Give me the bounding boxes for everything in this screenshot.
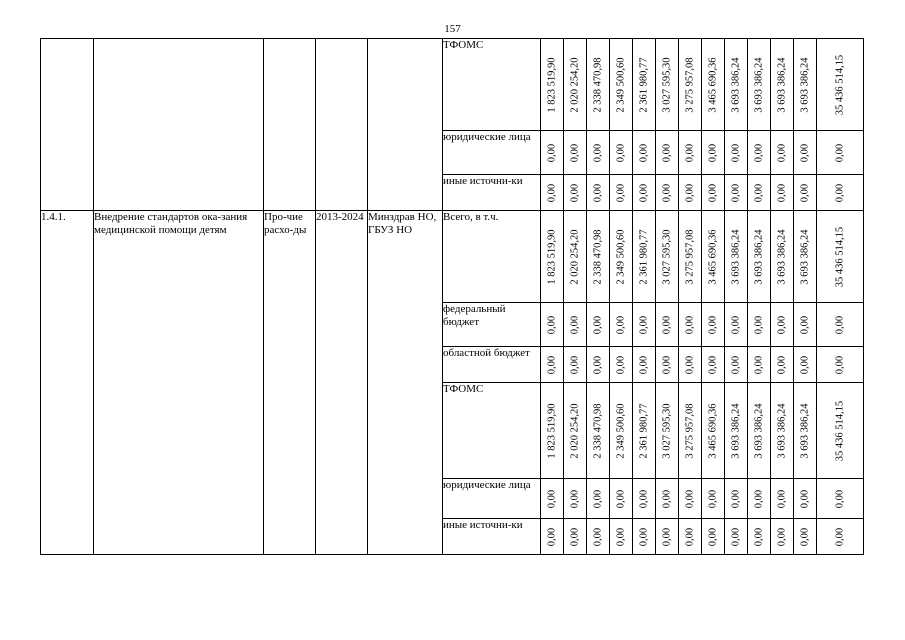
- value-text: 0,00: [684, 315, 696, 334]
- value-cell: [725, 303, 748, 347]
- value-text: 0,00: [684, 143, 696, 162]
- value-text: 35 436 514,15: [834, 54, 846, 115]
- value-text: 3 465 690,36: [707, 56, 719, 113]
- value-text: 0,00: [707, 527, 719, 546]
- value-cell: [702, 479, 725, 519]
- value-cell: [610, 131, 633, 175]
- page-number: 157: [444, 23, 461, 35]
- value-text: 2 349 500,60: [615, 228, 627, 285]
- value-cell: [748, 519, 771, 555]
- value-text: 3 693 386,24: [753, 228, 765, 285]
- value-text: 0,00: [834, 489, 846, 508]
- value-cell: [679, 347, 702, 383]
- value-text: 3 693 386,24: [776, 56, 788, 113]
- value-cell: [633, 211, 656, 303]
- value-cell: [771, 211, 794, 303]
- funding-source: ТФОМС: [443, 383, 541, 479]
- value-cell: [725, 479, 748, 519]
- value-cell: [794, 211, 817, 303]
- value-text: 35 436 514,15: [834, 226, 846, 287]
- value-text: 1 823 519,90: [546, 56, 558, 113]
- value-cell: [633, 131, 656, 175]
- value-cell: [541, 347, 564, 383]
- value-cell: [748, 39, 771, 131]
- value-text: 0,00: [592, 315, 604, 334]
- table-row: [41, 211, 864, 303]
- value-text: 0,00: [799, 355, 811, 374]
- value-text: 0,00: [546, 315, 558, 334]
- value-cell: [633, 39, 656, 131]
- value-cell: [794, 519, 817, 555]
- value-text: 0,00: [776, 183, 788, 202]
- value-cell: [679, 211, 702, 303]
- value-cell: [610, 39, 633, 131]
- value-cell: [725, 211, 748, 303]
- value-text: 3 693 386,24: [776, 402, 788, 459]
- value-text: 0,00: [638, 315, 650, 334]
- value-text: 3 275 957,08: [684, 56, 696, 113]
- value-cell: [725, 347, 748, 383]
- value-text: 2 361 980,77: [638, 56, 650, 113]
- value-cell: [771, 347, 794, 383]
- value-cell: [541, 479, 564, 519]
- value-text: 0,00: [730, 355, 742, 374]
- value-cell: [794, 303, 817, 347]
- value-cell: [564, 519, 587, 555]
- value-cell: [771, 519, 794, 555]
- value-cell: [633, 479, 656, 519]
- value-text: 3 693 386,24: [730, 56, 742, 113]
- value-cell: [794, 479, 817, 519]
- value-cell: [656, 131, 679, 175]
- value-cell: [748, 131, 771, 175]
- value-cell: [564, 39, 587, 131]
- value-text: 0,00: [615, 527, 627, 546]
- funding-source: Всего, в т.ч.: [443, 211, 541, 303]
- value-text: 0,00: [834, 355, 846, 374]
- value-text: 0,00: [834, 527, 846, 546]
- value-cell: [817, 383, 864, 479]
- value-cell: [541, 131, 564, 175]
- value-cell: [702, 519, 725, 555]
- value-text: 0,00: [661, 143, 673, 162]
- value-text: 0,00: [638, 489, 650, 508]
- value-text: 0,00: [799, 489, 811, 508]
- value-text: 0,00: [638, 143, 650, 162]
- value-text: 0,00: [730, 489, 742, 508]
- funding-source: областной бюджет: [443, 347, 541, 383]
- value-cell: [725, 39, 748, 131]
- value-text: 0,00: [707, 355, 719, 374]
- value-text: 2 338 470,98: [592, 228, 604, 285]
- cont-period-cell: [316, 39, 368, 211]
- value-cell: [702, 131, 725, 175]
- value-cell: [725, 175, 748, 211]
- value-cell: [702, 383, 725, 479]
- value-cell: [679, 39, 702, 131]
- value-text: 3 693 386,24: [799, 402, 811, 459]
- value-cell: [817, 211, 864, 303]
- value-text: 2 338 470,98: [592, 402, 604, 459]
- value-cell: [564, 303, 587, 347]
- value-cell: [610, 303, 633, 347]
- value-cell: [679, 519, 702, 555]
- value-text: 0,00: [730, 183, 742, 202]
- value-text: 3 275 957,08: [684, 228, 696, 285]
- value-cell: [725, 383, 748, 479]
- item-period: 2013-2024: [316, 211, 368, 555]
- value-text: 3 465 690,36: [707, 402, 719, 459]
- value-text: 0,00: [707, 315, 719, 334]
- value-cell: [794, 347, 817, 383]
- table-row: [41, 39, 864, 131]
- value-cell: [564, 347, 587, 383]
- value-text: 0,00: [615, 315, 627, 334]
- value-cell: [817, 175, 864, 211]
- value-text: 0,00: [615, 489, 627, 508]
- value-cell: [794, 175, 817, 211]
- value-text: 0,00: [834, 315, 846, 334]
- value-cell: [817, 39, 864, 131]
- value-cell: [656, 175, 679, 211]
- value-text: 0,00: [753, 183, 765, 202]
- item-name: Внедрение стандартов ока-зания медицинской помощи детям: [94, 211, 264, 555]
- value-text: 0,00: [592, 183, 604, 202]
- value-cell: [656, 519, 679, 555]
- value-cell: [725, 131, 748, 175]
- value-text: 2 338 470,98: [592, 56, 604, 113]
- value-text: 3 693 386,24: [753, 402, 765, 459]
- value-text: 0,00: [546, 183, 558, 202]
- value-cell: [633, 519, 656, 555]
- funding-source: федеральный бюджет: [443, 303, 541, 347]
- value-cell: [771, 303, 794, 347]
- value-text: 0,00: [615, 183, 627, 202]
- value-cell: [748, 479, 771, 519]
- value-text: 0,00: [730, 315, 742, 334]
- value-text: 0,00: [799, 143, 811, 162]
- value-cell: [679, 479, 702, 519]
- value-cell: [564, 211, 587, 303]
- value-text: 2 020 254,20: [569, 56, 581, 113]
- value-text: 0,00: [753, 315, 765, 334]
- value-cell: [541, 519, 564, 555]
- value-text: 0,00: [730, 143, 742, 162]
- value-text: 0,00: [638, 527, 650, 546]
- value-cell: [656, 39, 679, 131]
- value-text: 0,00: [592, 355, 604, 374]
- value-cell: [748, 175, 771, 211]
- value-text: 0,00: [684, 183, 696, 202]
- value-text: 2 349 500,60: [615, 56, 627, 113]
- value-cell: [771, 39, 794, 131]
- value-text: 0,00: [569, 183, 581, 202]
- funding-source: иные источни-ки: [443, 519, 541, 555]
- value-text: 1 823 519,90: [546, 228, 558, 285]
- value-cell: [702, 39, 725, 131]
- value-cell: [587, 383, 610, 479]
- value-text: 0,00: [684, 489, 696, 508]
- value-text: 0,00: [638, 183, 650, 202]
- value-text: 0,00: [615, 143, 627, 162]
- value-cell: [564, 131, 587, 175]
- value-text: 0,00: [569, 355, 581, 374]
- value-text: 3 465 690,36: [707, 228, 719, 285]
- value-text: 0,00: [707, 489, 719, 508]
- value-text: 0,00: [753, 355, 765, 374]
- value-cell: [633, 347, 656, 383]
- value-cell: [679, 175, 702, 211]
- value-cell: [564, 383, 587, 479]
- value-text: 0,00: [707, 143, 719, 162]
- value-cell: [702, 347, 725, 383]
- value-text: 0,00: [684, 355, 696, 374]
- value-cell: [656, 303, 679, 347]
- value-text: 0,00: [776, 355, 788, 374]
- value-text: 0,00: [661, 355, 673, 374]
- value-text: 0,00: [569, 489, 581, 508]
- value-cell: [748, 211, 771, 303]
- value-cell: [817, 347, 864, 383]
- value-text: 3 275 957,08: [684, 402, 696, 459]
- value-cell: [541, 383, 564, 479]
- value-cell: [794, 39, 817, 131]
- value-cell: [587, 479, 610, 519]
- value-cell: [817, 519, 864, 555]
- value-cell: [633, 383, 656, 479]
- value-text: 2 349 500,60: [615, 402, 627, 459]
- value-cell: [702, 175, 725, 211]
- value-cell: [633, 303, 656, 347]
- value-text: 2 361 980,77: [638, 402, 650, 459]
- value-text: 3 693 386,24: [776, 228, 788, 285]
- value-cell: [702, 303, 725, 347]
- value-cell: [610, 211, 633, 303]
- value-text: 3 693 386,24: [799, 56, 811, 113]
- cont-executor-cell: [368, 39, 443, 211]
- value-cell: [610, 175, 633, 211]
- value-cell: [541, 303, 564, 347]
- value-cell: [541, 39, 564, 131]
- value-cell: [771, 479, 794, 519]
- item-executor: Минздрав НО, ГБУЗ НО: [368, 211, 443, 555]
- budget-table: [40, 38, 864, 555]
- value-cell: [587, 347, 610, 383]
- funding-source: иные источни-ки: [443, 175, 541, 211]
- value-text: 0,00: [730, 527, 742, 546]
- value-text: 2 020 254,20: [569, 402, 581, 459]
- value-text: 0,00: [799, 527, 811, 546]
- value-cell: [656, 383, 679, 479]
- value-cell: [656, 347, 679, 383]
- value-text: 0,00: [661, 489, 673, 508]
- value-text: 3 027 595,30: [661, 402, 673, 459]
- value-text: 0,00: [776, 315, 788, 334]
- value-text: 0,00: [661, 183, 673, 202]
- value-cell: [794, 383, 817, 479]
- value-cell: [771, 131, 794, 175]
- value-cell: [564, 479, 587, 519]
- value-text: 0,00: [753, 143, 765, 162]
- value-text: 0,00: [661, 315, 673, 334]
- value-text: 0,00: [776, 489, 788, 508]
- value-text: 0,00: [753, 527, 765, 546]
- value-cell: [748, 383, 771, 479]
- value-cell: [587, 211, 610, 303]
- value-text: 0,00: [546, 143, 558, 162]
- value-cell: [633, 175, 656, 211]
- value-cell: [817, 479, 864, 519]
- value-text: 0,00: [661, 527, 673, 546]
- value-text: 0,00: [776, 143, 788, 162]
- value-cell: [610, 479, 633, 519]
- value-text: 0,00: [546, 489, 558, 508]
- funding-source: ТФОМС: [443, 39, 541, 131]
- value-text: 0,00: [638, 355, 650, 374]
- value-cell: [541, 175, 564, 211]
- value-text: 0,00: [799, 315, 811, 334]
- value-cell: [541, 211, 564, 303]
- value-text: 0,00: [776, 527, 788, 546]
- value-text: 0,00: [592, 489, 604, 508]
- value-text: 1 823 519,90: [546, 402, 558, 459]
- item-number: 1.4.1.: [41, 211, 94, 555]
- value-cell: [725, 519, 748, 555]
- value-text: 3 693 386,24: [730, 402, 742, 459]
- value-cell: [771, 175, 794, 211]
- value-cell: [610, 383, 633, 479]
- value-text: 0,00: [684, 527, 696, 546]
- value-cell: [587, 131, 610, 175]
- value-cell: [702, 211, 725, 303]
- value-cell: [748, 347, 771, 383]
- value-text: 0,00: [592, 527, 604, 546]
- value-text: 35 436 514,15: [834, 400, 846, 461]
- value-cell: [748, 303, 771, 347]
- cont-number-cell: [41, 39, 94, 211]
- value-text: 0,00: [592, 143, 604, 162]
- value-cell: [794, 131, 817, 175]
- value-text: 3 693 386,24: [730, 228, 742, 285]
- value-cell: [610, 347, 633, 383]
- value-cell: [564, 175, 587, 211]
- value-text: 3 027 595,30: [661, 56, 673, 113]
- value-text: 0,00: [753, 489, 765, 508]
- value-text: 0,00: [615, 355, 627, 374]
- value-text: 0,00: [569, 315, 581, 334]
- value-cell: [817, 303, 864, 347]
- value-text: 3 027 595,30: [661, 228, 673, 285]
- value-cell: [679, 131, 702, 175]
- value-cell: [771, 383, 794, 479]
- value-cell: [679, 303, 702, 347]
- value-text: 0,00: [834, 183, 846, 202]
- value-cell: [610, 519, 633, 555]
- value-cell: [587, 303, 610, 347]
- funding-source: юридические лица: [443, 131, 541, 175]
- value-text: 0,00: [834, 143, 846, 162]
- value-cell: [817, 131, 864, 175]
- value-text: 3 693 386,24: [753, 56, 765, 113]
- value-text: 0,00: [707, 183, 719, 202]
- value-cell: [587, 519, 610, 555]
- value-cell: [656, 211, 679, 303]
- value-cell: [656, 479, 679, 519]
- cont-category-cell: [264, 39, 316, 211]
- funding-source: юридические лица: [443, 479, 541, 519]
- value-cell: [587, 39, 610, 131]
- value-text: 0,00: [569, 143, 581, 162]
- value-text: 3 693 386,24: [799, 228, 811, 285]
- value-cell: [679, 383, 702, 479]
- item-category: Про-чие расхо-ды: [264, 211, 316, 555]
- value-text: 2 361 980,77: [638, 228, 650, 285]
- value-text: 2 020 254,20: [569, 228, 581, 285]
- value-text: 0,00: [546, 355, 558, 374]
- cont-name-cell: [94, 39, 264, 211]
- value-text: 0,00: [569, 527, 581, 546]
- value-text: 0,00: [546, 527, 558, 546]
- value-text: 0,00: [799, 183, 811, 202]
- value-cell: [587, 175, 610, 211]
